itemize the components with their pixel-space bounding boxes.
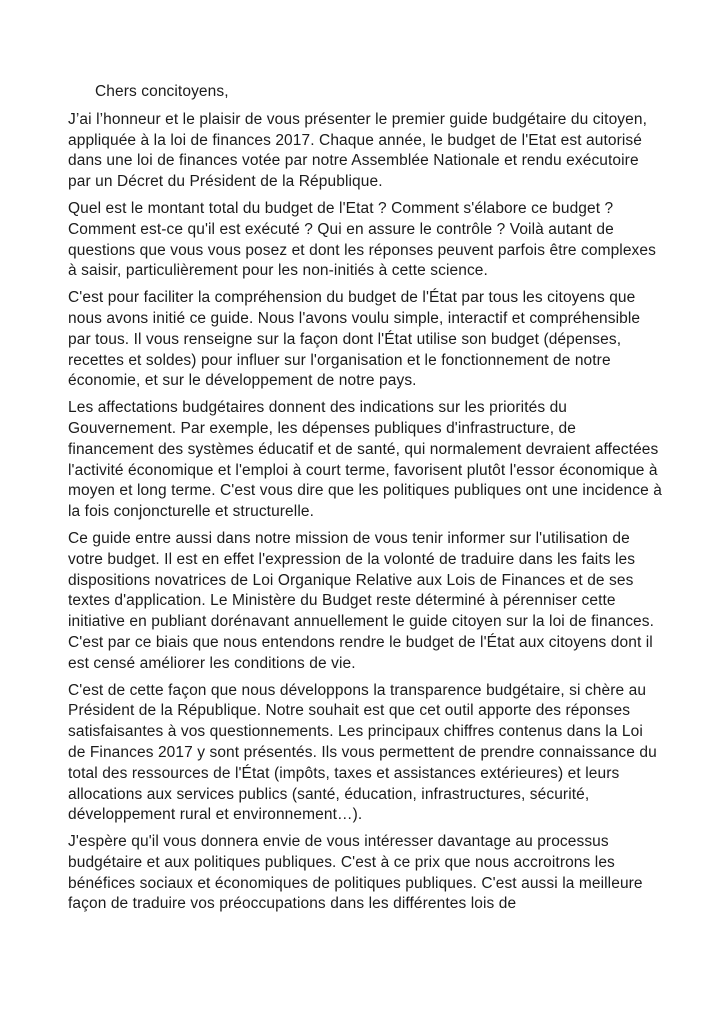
paragraph-guide-purpose: C'est pour faciliter la compréhension du budget de l'État par tous les citoyens que nous avons initié ce guide. Nous l'avons voulu simple, interactif et compréhensible par tous. Il vous renseigne sur la façon dont l'État utilise son budget (dépenses, recettes et soldes) pour influer sur l'organisation et le fonctionnement de notre économie, et sur le développement de notre pays.	[68, 289, 641, 390]
paragraph-questions: Quel est le montant total du budget de l'Etat ? Comment s'élabore ce budget ? Comment est-ce qu'il est exécuté ? Qui en assure le contrôle ? Voilà autant de questions que vous vous posez et dont les réponses peuvent parfois être complexes à saisir, particulièrement pour les non-initiés à cette science.	[68, 199, 656, 280]
paragraph-mission: Ce guide entre aussi dans notre mission de vous tenir informer sur l'utilisation de votre budget. Il est en effet l'expression de la volonté de traduire dans les faits les dispositions novatrices de Loi Organique Relative aux Lois de Finances et de ses textes d'application. Le Ministère du Budget reste déterminé à pérenniser cette initiative en publiant dorénavant annuellement le guide citoyen sur la loi de finances. C'est par ce biais que nous entendons rendre le budget de l'État aux citoyens dont il est censé améliorer les conditions de vie.	[68, 529, 655, 672]
paragraph-closing: J'espère qu'il vous donnera envie de vous intéresser davantage au processus budgétaire et aux politiques publiques. C'est à ce prix que nous accroitrons les bénéfices sociaux et économiques de politiques publiques. C'est aussi la meilleure façon de traduire vos préoccupations dans les différentes lois de	[68, 833, 643, 913]
paragraph-intro: J’ai l’honneur et le plaisir de vous présenter le premier guide budgétaire du citoyen, appliquée à la loi de finances 2017. Chaque année, le budget de l'Etat est autorisé dans une loi de finances votée par notre Assemblée Nationale et rendu exécutoire par un Décret du Président de la République.	[68, 110, 647, 191]
paragraph-allocations: Les affectations budgétaires donnent des indications sur les priorités du Gouvernement. Par exemple, les dépenses publiques d'infrastructure, de financement des systèmes éducatif et de santé, qui normalement devraient affectées l'activité économique et l'emploi à court terme, favorisent plutôt l'essor économique à moyen et long terme. C'est vous dire que les politiques publiques ont une incidence à la fois conjoncturelle et structurelle.	[68, 399, 662, 521]
greeting-line: Chers concitoyens,	[95, 83, 229, 100]
paragraph-transparency: C'est de cette façon que nous développons la transparence budgétaire, si chère au Président de la République. Notre souhait est que cet outil apporte des réponses satisfaisantes à vos questionnements. Les principaux chiffres contenus dans la Loi de Finances 2017 y sont présentés. Ils vous permettent de prendre connaissance du total des ressources de l'État (impôts, taxes et assistances extérieures) et leurs allocations aux services publics (santé, éducation, infrastructures, sécurité, développement rural et environnement…).	[68, 681, 657, 824]
